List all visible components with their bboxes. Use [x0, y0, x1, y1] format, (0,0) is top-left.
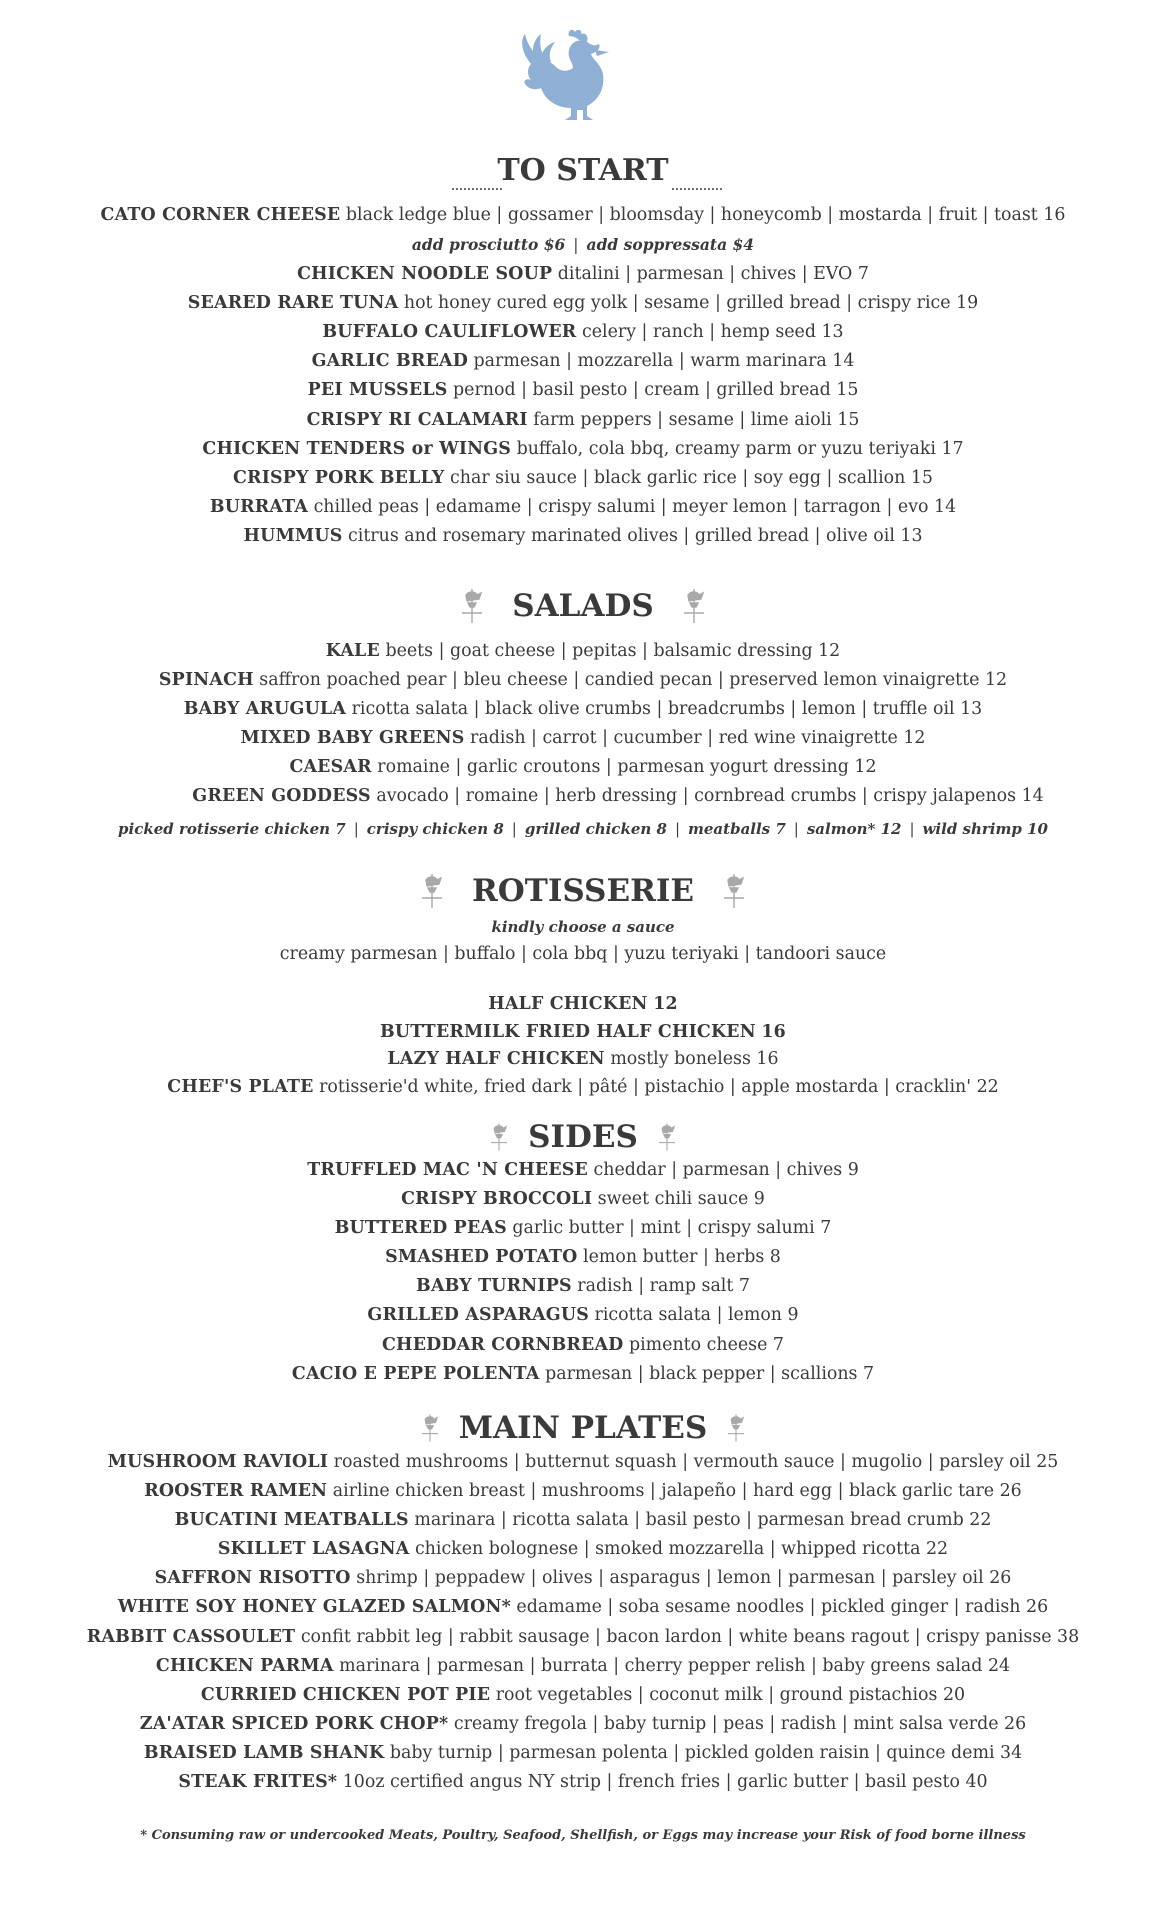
- menu-item: [0, 1019, 1166, 1047]
- menu-item: [0, 1243, 1166, 1272]
- menu-item: [0, 1185, 1166, 1214]
- menu-item: [0, 1768, 1166, 1797]
- menu-item: [0, 289, 1166, 318]
- item-name: BUFFALO CAULIFLOWER: [322, 322, 577, 343]
- item-desc: chilled peas | edamame | crispy salumi | meyer lemon | tarragon | evo 14: [313, 496, 957, 517]
- item-name: BABY ARUGULA: [183, 699, 347, 720]
- item-name: CHICKEN PARMA: [155, 1655, 334, 1676]
- item-name: SPINACH: [158, 670, 254, 691]
- item-name: MIXED BABY GREENS: [240, 728, 465, 749]
- menu-item: [0, 1623, 1166, 1652]
- to-start-section: [0, 201, 1166, 551]
- menu-item: [0, 1360, 1166, 1389]
- addon: picked rotisserie chicken 7: [118, 819, 346, 838]
- menu-item: [0, 782, 1166, 811]
- menu-item: [0, 1214, 1166, 1243]
- rotisserie-section: [0, 914, 1166, 1101]
- item-desc: edamame | soba sesame noodles | pickled ginger | radish 26: [516, 1597, 1049, 1618]
- menu-item: [0, 1506, 1166, 1535]
- menu-item: [0, 695, 1166, 724]
- menu-item: [0, 1477, 1166, 1506]
- item-desc: confit rabbit leg | rabbit sausage | bacon lardon | white beans ragout | crispy panisse 38: [300, 1626, 1080, 1647]
- item-desc: 16: [761, 1021, 786, 1042]
- item-name: BUTTERMILK FRIED HALF CHICKEN: [380, 1021, 756, 1042]
- to-start-title: TO START: [497, 153, 669, 188]
- menu-item: [0, 318, 1166, 347]
- addon: wild shrimp 10: [922, 819, 1048, 838]
- menu-item: [0, 1046, 1166, 1074]
- rotisserie-heading: [0, 867, 1166, 913]
- item-name: PEI MUSSELS: [307, 380, 448, 401]
- menu-item: [0, 201, 1166, 230]
- to-start-heading: [0, 150, 1166, 191]
- item-name: GARLIC BREAD: [311, 351, 468, 372]
- item-desc: citrus and rosemary marinated olives | grilled bread | olive oil 13: [348, 525, 923, 546]
- menu-item: [0, 1710, 1166, 1739]
- item-desc: pernod | basil pesto | cream | grilled bread 15: [453, 380, 859, 401]
- item-desc: 10oz certified angus NY strip | french fries | garlic butter | basil pesto 40: [342, 1772, 988, 1793]
- item-name: SAFFRON RISOTTO: [154, 1568, 351, 1589]
- menu-item: [0, 1156, 1166, 1185]
- item-name: BUTTERED PEAS: [334, 1218, 507, 1239]
- item-name: SKILLET LASAGNA: [217, 1539, 410, 1560]
- item-desc: root vegetables | coconut milk | ground pistachios 20: [495, 1684, 966, 1705]
- item-desc: garlic butter | mint | crispy salumi 7: [512, 1218, 832, 1239]
- item-name: KALE: [325, 641, 380, 661]
- item-desc: radish | ramp salt 7: [577, 1276, 750, 1297]
- item-desc: parmesan | black pepper | scallions 7: [545, 1363, 875, 1384]
- menu-item: [0, 376, 1166, 405]
- item-name: TRUFFLED MAC 'N CHEESE: [307, 1160, 589, 1180]
- item-desc: ditalini | parmesan | chives | EVO 7: [557, 264, 869, 285]
- salads-section: [0, 637, 1166, 846]
- item-desc: chicken bolognese | smoked mozzarella | whipped ricotta 22: [414, 1539, 949, 1560]
- item-name: CHICKEN TENDERS or WINGS: [202, 438, 512, 459]
- item-desc: saffron poached pear | bleu cheese | candied pecan | preserved lemon vinaigrette 12: [259, 670, 1008, 691]
- item-name: BRAISED LAMB SHANK: [143, 1742, 385, 1763]
- weathervane-icon: [719, 872, 749, 910]
- item-desc: farm peppers | sesame | lime aioli 15: [533, 409, 860, 430]
- item-name: LAZY HALF CHICKEN: [387, 1049, 605, 1070]
- menu-item: [0, 260, 1166, 289]
- item-desc: ricotta salata | black olive crumbs | breadcrumbs | lemon | truffle oil 13: [351, 699, 983, 720]
- addon: meatballs 7: [688, 819, 786, 838]
- item-desc: airline chicken breast | mushrooms | jalapeño | hard egg | black garlic tare 26: [332, 1481, 1022, 1502]
- item-name: HUMMUS: [243, 525, 343, 546]
- item-desc: black ledge blue | gossamer | bloomsday | honeycomb | mostarda | fruit | toast 16: [345, 205, 1066, 225]
- item-name: CAESAR: [289, 757, 372, 778]
- item-name: CRISPY RI CALAMARI: [306, 409, 528, 430]
- rooster-icon: [517, 28, 629, 124]
- menu-item: [0, 724, 1166, 753]
- menu-item: [0, 435, 1166, 464]
- item-desc: sweet chili sauce 9: [597, 1189, 765, 1210]
- menu-item: [0, 1301, 1166, 1330]
- menu-item: [0, 637, 1166, 666]
- item-desc: marinara | ricotta salata | basil pesto | parmesan bread crumb 22: [414, 1510, 992, 1531]
- menu-item: [0, 753, 1166, 782]
- item-name: CURRIED CHICKEN POT PIE: [200, 1684, 491, 1705]
- menu-item: [0, 1448, 1166, 1477]
- menu-item: [0, 464, 1166, 493]
- item-name: WHITE SOY HONEY GLAZED SALMON*: [117, 1597, 511, 1618]
- main-plates-section: [0, 1448, 1166, 1797]
- sauce-note: kindly choose a sauce: [491, 918, 675, 936]
- salads-title: SALADS: [512, 587, 654, 624]
- item-desc: char siu sauce | black garlic rice | soy egg | scallion 15: [450, 467, 933, 488]
- menu-item: [0, 1074, 1166, 1102]
- weathervane-icon: [457, 587, 487, 625]
- item-name: HALF CHICKEN: [488, 994, 648, 1015]
- title-dots-right: [672, 188, 722, 192]
- item-desc: shrimp | peppadew | olives | asparagus | lemon | parmesan | parsley oil 26: [356, 1568, 1012, 1589]
- item-desc: hot honey cured egg yolk | sesame | grilled bread | crispy rice 19: [403, 293, 979, 314]
- item-desc: creamy fregola | baby turnip | peas | radish | mint salsa verde 26: [453, 1713, 1027, 1734]
- sauce-list: creamy parmesan | buffalo | cola bbq | yuzu teriyaki | tandoori sauce: [279, 944, 887, 964]
- weathervane-icon: [679, 587, 709, 625]
- item-name: CACIO E PEPE POLENTA: [291, 1363, 540, 1384]
- item-name: CHEF'S PLATE: [167, 1076, 314, 1097]
- menu-item: [0, 406, 1166, 435]
- item-name: CATO CORNER CHEESE: [100, 205, 341, 225]
- item-desc: mostly boneless 16: [610, 1049, 779, 1070]
- weathervane-icon: [724, 1409, 748, 1447]
- item-desc: celery | ranch | hemp seed 13: [582, 322, 844, 343]
- menu-item: [0, 1564, 1166, 1593]
- item-desc: beets | goat cheese | pepitas | balsamic dressing 12: [385, 641, 841, 661]
- addon-line: add prosciutto $6 | add soppressata $4: [411, 235, 755, 255]
- addon: crispy chicken 8: [366, 819, 504, 838]
- sides-heading: [0, 1115, 1166, 1157]
- item-name: GREEN GODDESS: [192, 786, 371, 807]
- menu-item: [0, 1593, 1166, 1622]
- item-desc: rotisserie'd white, fried dark | pâté | pistachio | apple mostarda | cracklin' 22: [319, 1076, 999, 1097]
- rotisserie-title: ROTISSERIE: [472, 872, 694, 909]
- item-name: CHEDDAR CORNBREAD: [382, 1334, 624, 1355]
- weathervane-icon: [418, 1409, 442, 1447]
- menu-item: [0, 1272, 1166, 1301]
- item-desc: 12: [653, 994, 678, 1015]
- addon: salmon* 12: [806, 819, 902, 838]
- item-desc: cheddar | parmesan | chives 9: [593, 1160, 859, 1180]
- item-desc: baby turnip | parmesan polenta | pickled golden raisin | quince demi 34: [389, 1742, 1023, 1763]
- addon: add soppressata $4: [586, 235, 755, 255]
- item-name: SMASHED POTATO: [385, 1247, 578, 1268]
- item-desc: marinara | parmesan | burrata | cherry pepper relish | baby greens salad 24: [339, 1655, 1011, 1676]
- item-name: CRISPY PORK BELLY: [233, 467, 445, 488]
- sides-title: SIDES: [528, 1118, 638, 1155]
- item-desc: radish | carrot | cucumber | red wine vinaigrette 12: [470, 728, 926, 749]
- menu-item: [0, 1739, 1166, 1768]
- item-name: CHICKEN NOODLE SOUP: [297, 264, 553, 285]
- weathervane-icon: [655, 1118, 679, 1156]
- item-desc: roasted mushrooms | butternut squash | vermouth sauce | mugolio | parsley oil 25: [333, 1452, 1059, 1472]
- main-plates-heading: [0, 1406, 1166, 1448]
- menu-item: [0, 522, 1166, 551]
- item-name: BURRATA: [209, 496, 309, 517]
- item-name: BABY TURNIPS: [416, 1276, 572, 1297]
- addon: grilled chicken 8: [524, 819, 667, 838]
- item-name: ZA'ATAR SPICED PORK CHOP*: [139, 1713, 449, 1734]
- menu-item: [0, 493, 1166, 522]
- item-desc: pimento cheese 7: [628, 1334, 784, 1355]
- menu-item: [0, 1681, 1166, 1710]
- item-name: BUCATINI MEATBALLS: [174, 1510, 409, 1531]
- weathervane-icon: [487, 1118, 511, 1156]
- item-desc: lemon butter | herbs 8: [583, 1247, 781, 1268]
- salads-heading: [0, 584, 1166, 626]
- item-name: SEARED RARE TUNA: [187, 293, 399, 314]
- menu-item: [0, 1652, 1166, 1681]
- item-desc: buffalo, cola bbq, creamy parm or yuzu teriyaki 17: [516, 438, 964, 459]
- menu-item: [0, 1535, 1166, 1564]
- menu-item: [0, 1331, 1166, 1360]
- item-name: MUSHROOM RAVIOLI: [107, 1452, 329, 1472]
- menu-item: [0, 991, 1166, 1019]
- main-plates-title: MAIN PLATES: [458, 1409, 708, 1446]
- item-desc: avocado | romaine | herb dressing | cornbread crumbs | crispy jalapenos 14: [376, 786, 1044, 807]
- menu-item: [0, 666, 1166, 695]
- addon: add prosciutto $6: [411, 235, 566, 255]
- item-desc: ricotta salata | lemon 9: [594, 1305, 799, 1326]
- item-name: CRISPY BROCCOLI: [401, 1189, 593, 1210]
- food-safety-disclaimer: * Consuming raw or undercooked Meats, Poultry, Seafood, Shellfish, or Eggs may increase your Risk of food borne illness: [140, 1828, 1026, 1843]
- item-name: STEAK FRITES*: [178, 1772, 338, 1793]
- weathervane-icon: [417, 872, 447, 910]
- title-dots-left: [452, 188, 502, 192]
- item-name: GRILLED ASPARAGUS: [367, 1305, 589, 1326]
- item-desc: parmesan | mozzarella | warm marinara 14: [473, 351, 855, 372]
- addon-line: picked rotisserie chicken 7 | crispy chicken 8 | grilled chicken 8 | meatballs 7 | salmon* 12 | wild shrimp 10: [118, 819, 1048, 838]
- item-desc: romaine | garlic croutons | parmesan yogurt dressing 12: [377, 757, 877, 778]
- menu-item: [0, 347, 1166, 376]
- item-name: ROOSTER RAMEN: [144, 1481, 328, 1502]
- sides-section: [0, 1156, 1166, 1389]
- item-name: RABBIT CASSOULET: [86, 1626, 296, 1647]
